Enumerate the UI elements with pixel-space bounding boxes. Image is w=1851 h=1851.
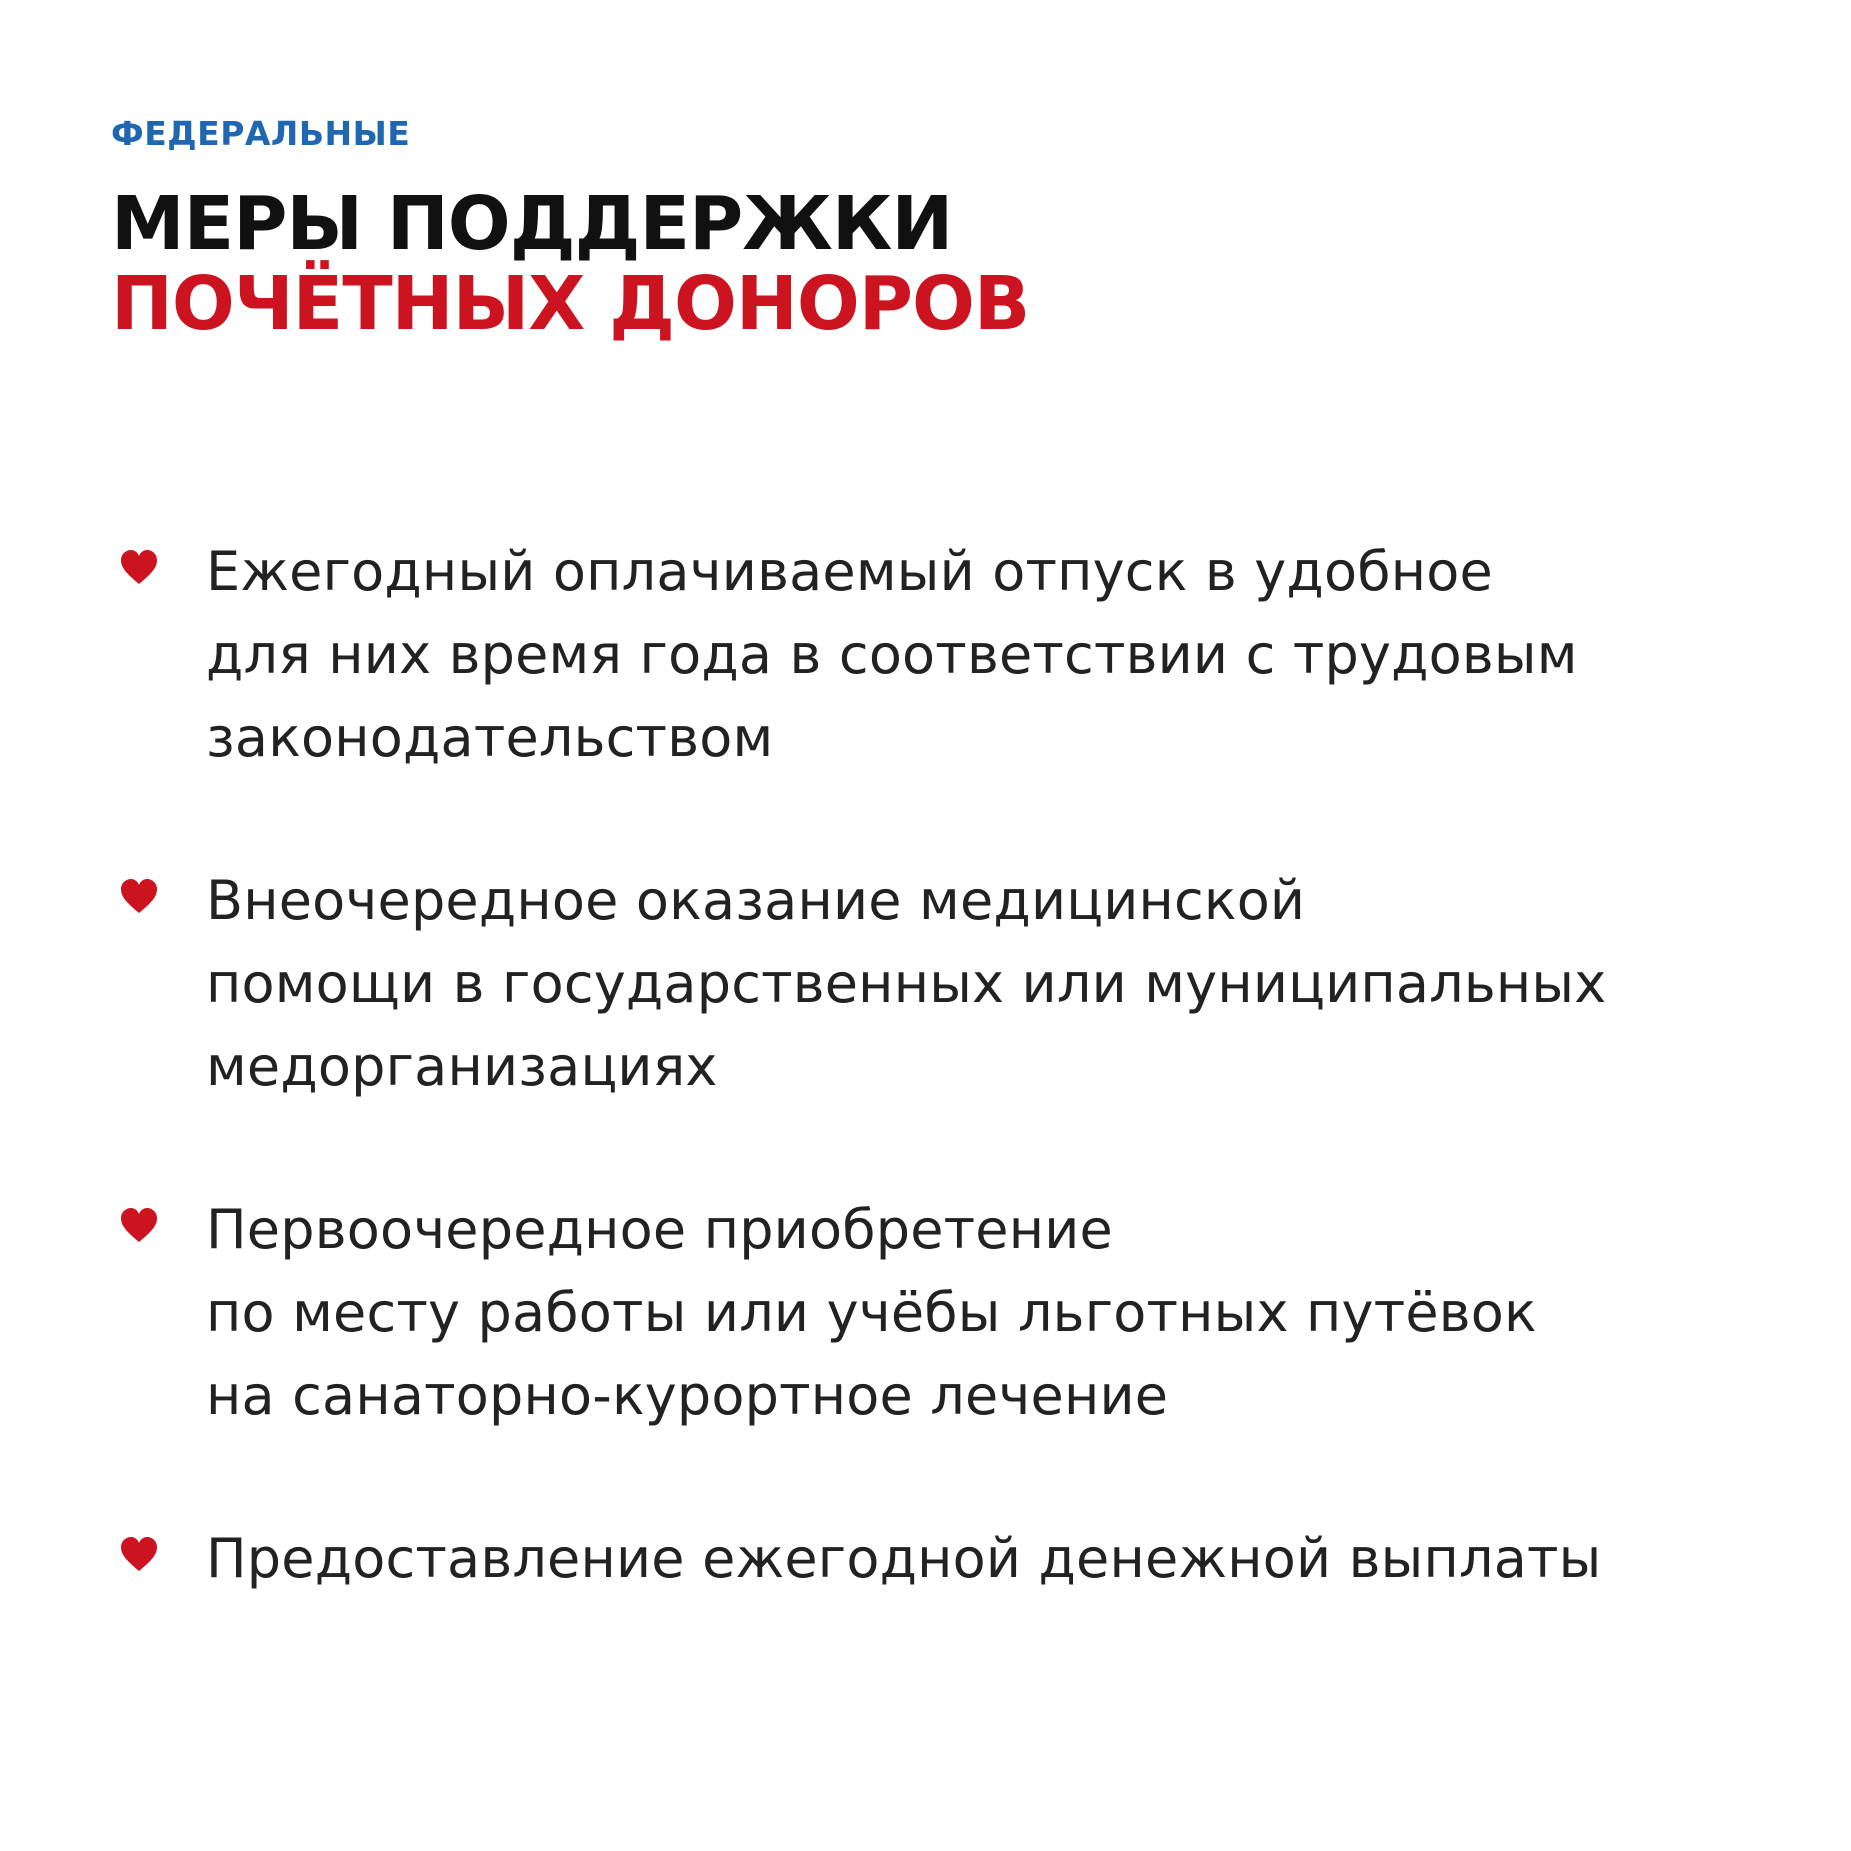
page-title	[111, 181, 1030, 347]
support-measures-list	[111, 530, 1711, 1680]
list-item-text: Ежегодный оплачиваемый отпуск в удобное для них время года в соответствии с трудовым законодательством	[206, 540, 1578, 769]
heart-icon	[119, 1208, 159, 1244]
header	[111, 112, 1030, 347]
list-item-text: Предоставление ежегодной денежной выплаты	[206, 1527, 1602, 1590]
list-item	[111, 859, 1711, 1108]
list-item	[111, 1188, 1711, 1437]
list-item	[111, 530, 1711, 779]
heart-icon	[119, 879, 159, 915]
category-label: ФЕДЕРАЛЬНЫЕ	[111, 114, 411, 153]
heart-icon	[119, 550, 159, 586]
title-line-accent: ПОЧЁТНЫХ ДОНОРОВ	[111, 261, 1030, 347]
title-line-primary: МЕРЫ ПОДДЕРЖКИ	[111, 181, 953, 267]
list-item-text: Первоочередное приобретение по месту работы или учёбы льготных путёвок на санаторно-курортное лечение	[206, 1198, 1537, 1427]
heart-icon	[119, 1537, 159, 1573]
list-item	[111, 1517, 1711, 1600]
list-item-text: Внеочередное оказание медицинской помощи в государственных или муниципальных медорганизациях	[206, 869, 1607, 1098]
